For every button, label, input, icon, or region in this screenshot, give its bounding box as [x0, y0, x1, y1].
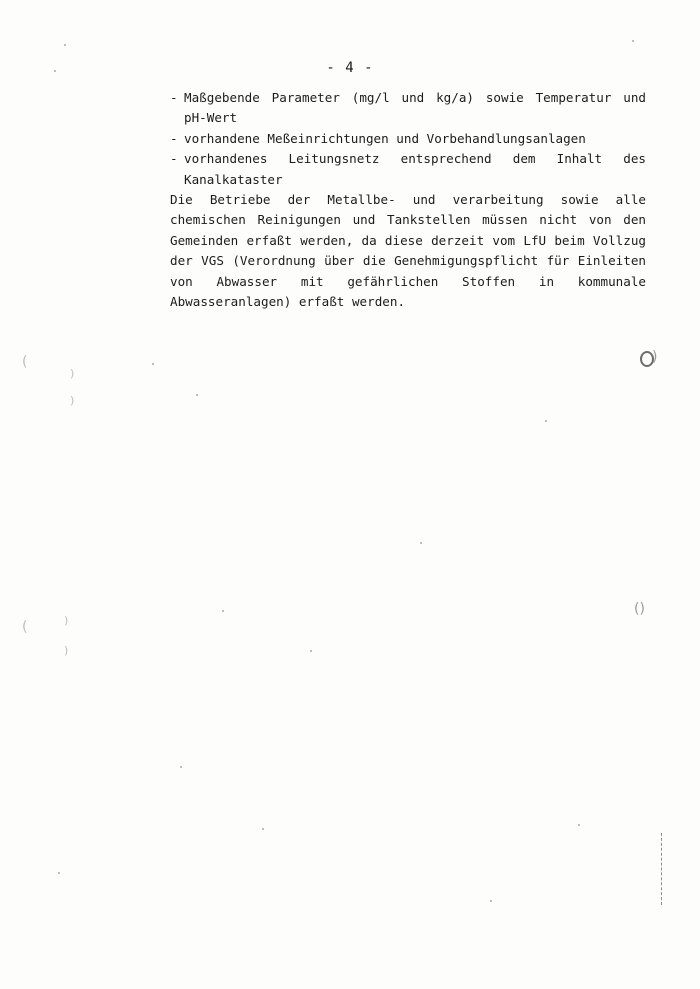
scan-mark: )	[64, 644, 69, 657]
list-item	[170, 149, 646, 190]
scan-mark: )	[64, 614, 69, 627]
scan-dot	[180, 766, 182, 768]
list-item	[170, 88, 646, 129]
scan-dot	[222, 610, 224, 612]
scan-mark: (	[22, 619, 28, 635]
scan-dot	[420, 542, 422, 544]
scan-dot	[196, 394, 198, 396]
list-dash: -	[170, 130, 178, 146]
scan-mark: ()	[634, 601, 645, 617]
list-item-text: vorhandenes Leitungsnetz entsprechend dem Inhalt des Kanalkataster	[184, 151, 646, 187]
page-number: - 4 -	[326, 60, 374, 76]
list-dash: -	[170, 151, 178, 167]
scan-dot	[310, 650, 312, 652]
scan-mark: )	[70, 394, 75, 407]
scan-edge-line	[661, 833, 663, 905]
list-dash: -	[170, 90, 178, 105]
list-item-text: vorhandene Meßeinrichtungen und Vorbehandlungsanlagen	[184, 130, 586, 146]
scan-dot	[545, 420, 547, 422]
scan-dot	[152, 363, 154, 365]
scan-dot	[578, 824, 580, 826]
scan-mark: )	[652, 349, 658, 365]
body-text	[170, 88, 646, 312]
scan-dot	[262, 828, 264, 830]
scan-dot	[490, 900, 492, 902]
list-item-text: Maßgebende Parameter (mg/l und kg/a) sowie Temperatur und pH-Wert	[184, 90, 646, 126]
scan-dot	[632, 40, 634, 42]
scan-mark: (	[22, 354, 28, 370]
list-item	[170, 129, 646, 149]
scan-dot	[54, 70, 56, 72]
body-paragraph: Die Betriebe der Metallbe- und verarbeitung sowie alle chemischen Reinigungen und Tankstellen müssen nicht von den Gemeinden erfaßt werden, da diese derzeit vom LfU beim Vollzug der VGS (Verordnung über die Genehmigungspflicht für Einleiten von Abwasser mit gefährlichen Stoffen in kommunale Abwasseranlagen) erfaßt werden.	[170, 192, 646, 310]
parameter-list	[170, 88, 646, 190]
scan-dot	[64, 44, 66, 46]
scan-dot	[58, 872, 60, 874]
scan-mark: )	[70, 367, 75, 380]
